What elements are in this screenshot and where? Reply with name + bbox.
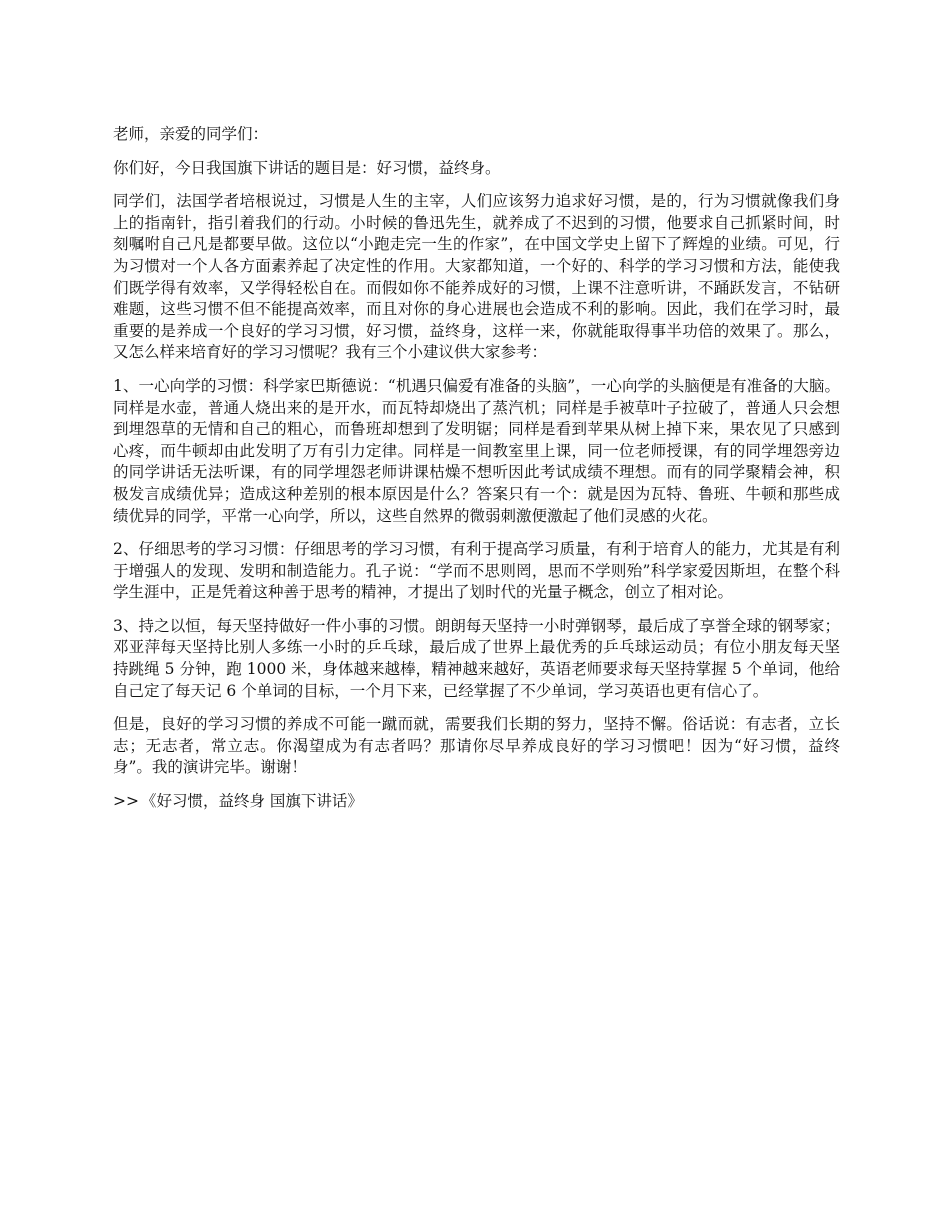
habit-2-paragraph: 2、仔细思考的学习习惯：仔细思考的学习习惯，有利于提高学习质量，有利于培育人的能力，尤其是有利于增强人的发现、发明和制造能力。孔子说：“学而不思则罔，思而不学则殆”科学家爱因斯坦，在整个科学生涯中，正是凭着这种善于思考的精神，才提出了划时代的光量子概念，创立了相对论。 [113,540,840,602]
intro-paragraph: 你们好，今日我国旗下讲话的题目是：好习惯，益终身。 [113,158,501,177]
related-link-text[interactable]: 《好习惯，益终身 国旗下讲话》 [140,792,363,811]
link-prefix: >> [113,792,139,811]
closing-paragraph: 但是，良好的学习习惯的养成不可能一蹴而就，需要我们长期的努力，坚持不懈。俗话说：有志者，立长志；无志者，常立志。你渴望成为有志者吗？那请你尽早养成良好的学习习惯吧！因为“好习惯，益终身”。我的演讲完毕。谢谢！ [113,715,840,777]
body-paragraph-1: 同学们，法国学者培根说过，习惯是人生的主宰，人们应该努力追求好习惯，是的，行为习惯就像我们身上的指南针，指引着我们的行动。小时候的鲁迅先生，就养成了不迟到的习惯，他要求自己抓紧时间，时刻嘱咐自己凡是都要早做。这位以“小跑走完一生的作家”，在中国文学史上留下了辉煌的业绩。可见，行为习惯对一个人各方面素养起了决定性的作用。大家都知道，一个好的、科学的学习习惯和方法，能使我们既学得有效率，又学得轻松自在。而假如你不能养成好的习惯，上课不注意听讲，不踊跃发言，不钻研难题，这些习惯不但不能提高效率，而且对你的身心进展也会造成不利的影响。因此，我们在学习时，最重要的是养成一个良好的学习习惯，好习惯，益终身，这样一来，你就能取得事半功倍的效果了。那么，又怎么样来培育好的学习习惯呢？我有三个小建议供大家参考： [113,192,840,362]
document-page [113,124,840,813]
greeting-paragraph: 老师，亲爱的同学们： [113,125,269,143]
habit-1-paragraph: 1、一心向学的习惯：科学家巴斯德说：“机遇只偏爱有准备的头脑”，一心向学的头脑便是有准备的大脑。同样是水壶，普通人烧出来的是开水，而瓦特却烧出了蒸汽机；同样是手被草叶子拉破了，普通人只会想到埋怨草的无情和自己的粗心，而鲁班却想到了发明锯；同样是看到苹果从树上掉下来，果农见了只感到心疼，而牛顿却由此发明了万有引力定律。同样是一间教室里上课，同一位老师授课，有的同学埋怨旁边的同学讲话无法听课，有的同学埋怨老师讲课枯燥不想听因此考试成绩不理想。而有的同学聚精会神，积极发言成绩优异；造成这种差别的根本原因是什么？答案只有一个：就是因为瓦特、鲁班、牛顿和那些成绩优异的同学，平常一心向学，所以，这些自然界的微弱刺激便激起了他们灵感的火花。 [113,376,840,525]
related-link[interactable] [113,791,840,813]
habit-3-paragraph: 3、持之以恒，每天坚持做好一件小事的习惯。朗朗每天坚持一小时弹钢琴，最后成了享誉全球的钢琴家；邓亚萍每天坚持比别人多练一小时的乒乓球，最后成了世界上最优秀的乒乓球运动员；有位小朋友每天坚持跳绳 5 分钟，跑 1000 米，身体越来越棒，精神越来越好，英语老师要求每天坚持掌握 5 个单词，他给自己定了每天记 6 个单词的目标，一个月下来，已经掌握了不少单词，学习英语也更有信心了。 [113,616,840,700]
